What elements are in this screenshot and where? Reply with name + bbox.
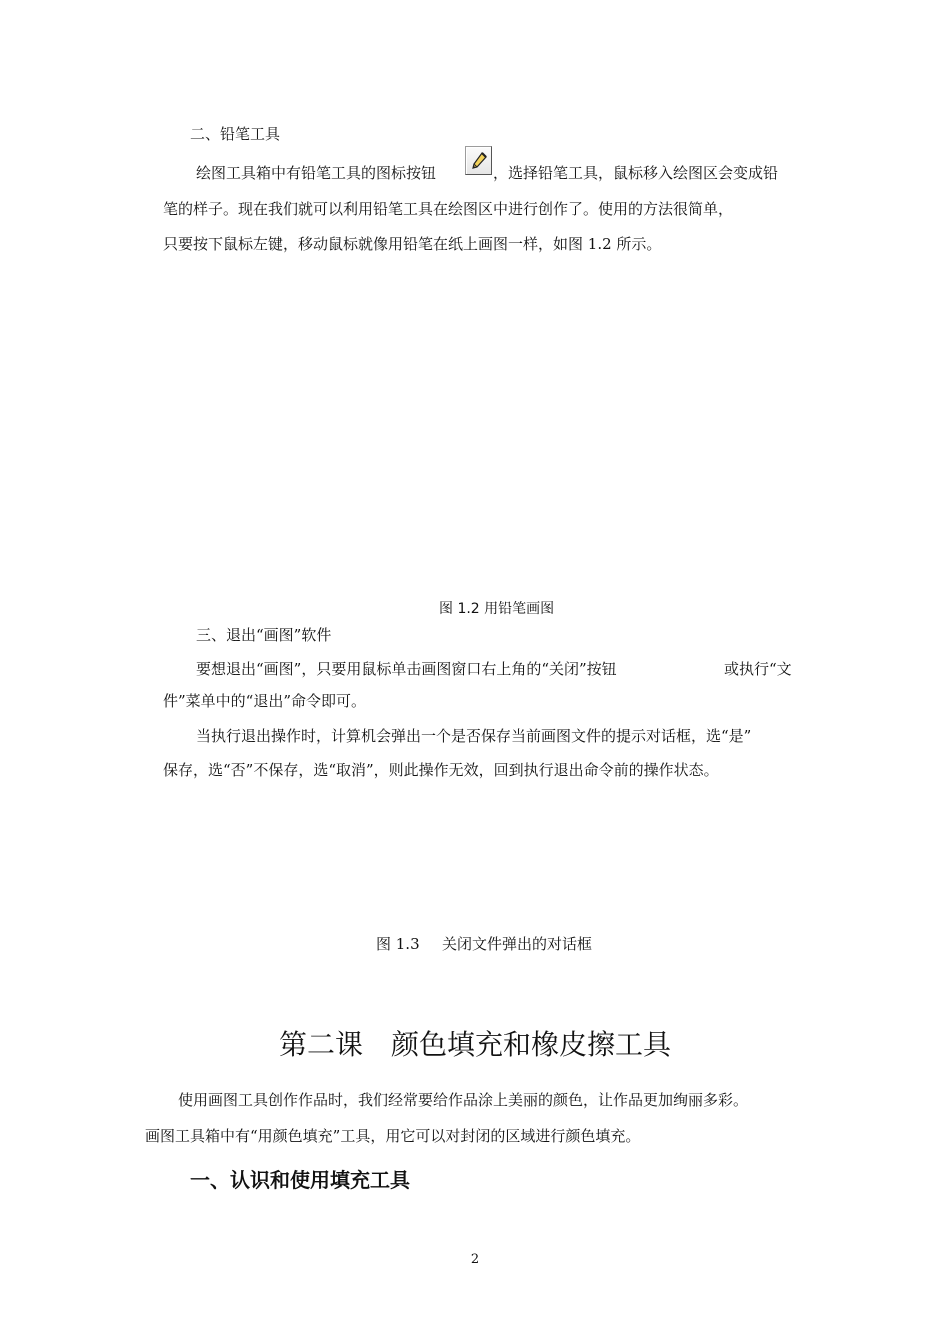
paragraph-text: 画图工具箱中有“用颜色填充”工具，用它可以对封闭的区域进行颜色填充。 (145, 1127, 641, 1145)
figure-caption-number: 图 1.3 (376, 935, 420, 953)
lesson-title: 第二课 颜色填充和橡皮擦工具 (278, 1028, 671, 1061)
section-heading-pencil-tool: 二、铅笔工具 (190, 125, 281, 143)
paragraph-text: 绘图工具箱中有铅笔工具的图标按钮 (196, 164, 437, 182)
paragraph-text: ，选择铅笔工具，鼠标移入绘图区会变成铅 (493, 164, 779, 182)
paragraph-text: 件”菜单中的“退出”命令即可。 (163, 692, 367, 710)
paragraph-text: 笔的样子。现在我们就可以利用铅笔工具在绘图区中进行创作了。使用的方法很简单， (163, 200, 734, 218)
figure-caption: 图 1.2 用铅笔画图 (439, 601, 555, 617)
section-heading-exit-paint: 三、退出“画图”软件 (196, 626, 332, 644)
page-number: 2 (470, 1252, 480, 1267)
paragraph-text: 保存，选“否”不保存，选“取消”，则此操作无效，回到执行退出命令前的操作状态。 (163, 761, 719, 779)
pencil-icon (469, 150, 489, 172)
paragraph-text: 只要按下鼠标左键，移动鼠标就像用铅笔在纸上画图一样，如图 1.2 所示。 (163, 235, 662, 253)
paragraph-text: 要想退出“画图”，只要用鼠标单击画图窗口右上角的“关闭”按钮 (196, 660, 617, 678)
section-heading-fill-tool: 一、认识和使用填充工具 (190, 1168, 410, 1192)
paragraph-text: 当执行退出操作时，计算机会弹出一个是否保存当前画图文件的提示对话框，选“是” (196, 727, 752, 745)
paragraph-text: 或执行“文 (724, 660, 792, 678)
paragraph-text: 使用画图工具创作作品时，我们经常要给作品涂上美丽的颜色，让作品更加绚丽多彩。 (178, 1091, 749, 1109)
pencil-tool-button (465, 146, 492, 175)
figure-caption-text: 关闭文件弹出的对话框 (442, 935, 593, 953)
